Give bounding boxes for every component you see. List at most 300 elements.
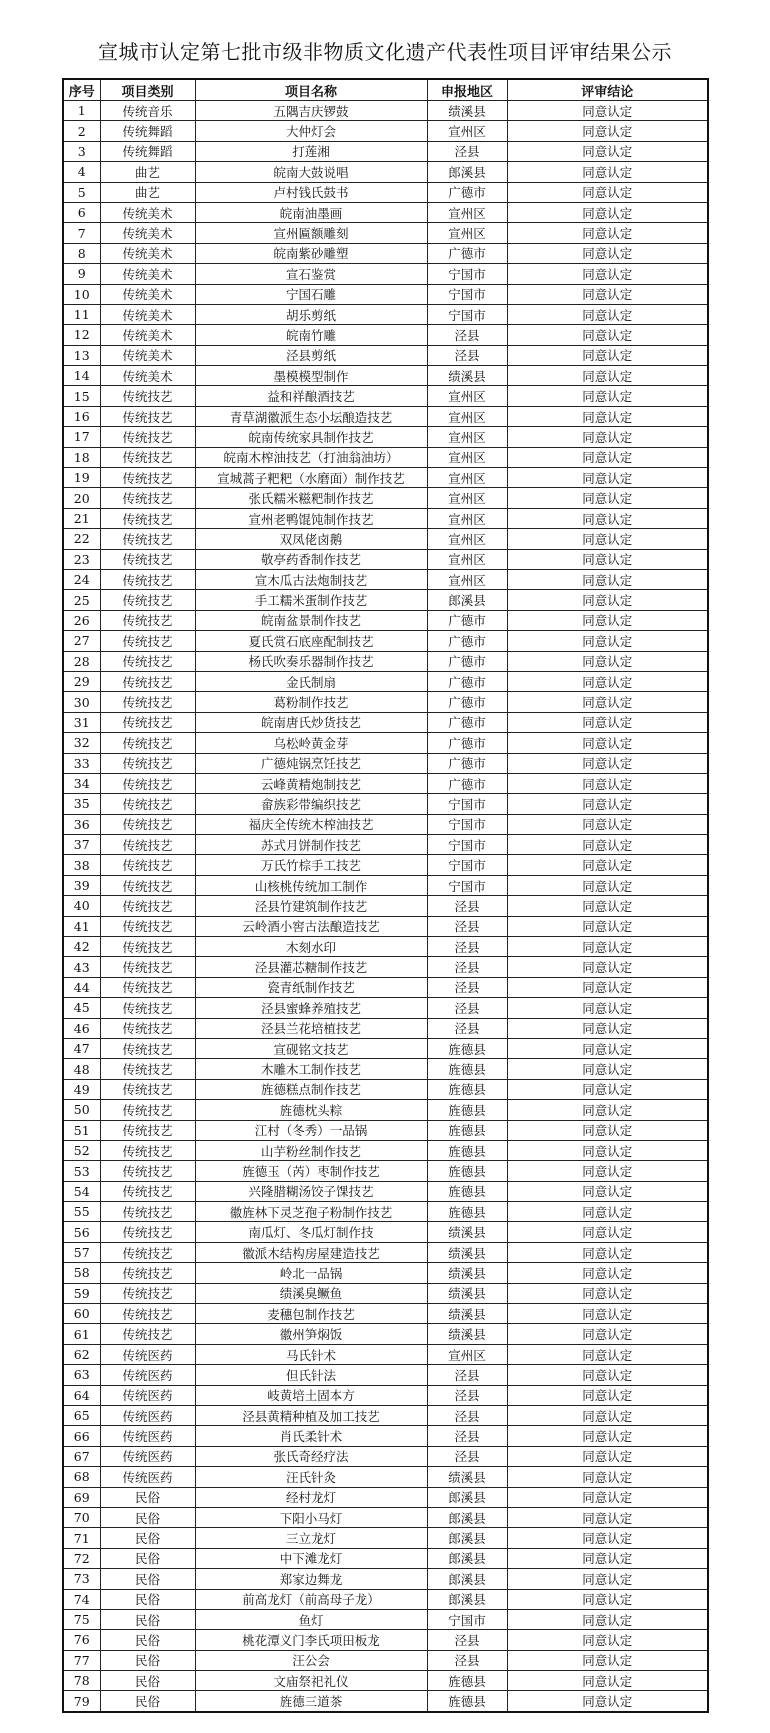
- table-row: [63, 1385, 708, 1405]
- cell-region: 旌德县: [427, 1079, 507, 1099]
- table-row: [63, 1120, 708, 1140]
- cell-conclusion: 同意认定: [507, 202, 708, 222]
- table-row: [63, 162, 708, 182]
- cell-category: 民俗: [100, 1528, 195, 1548]
- cell-conclusion: 同意认定: [507, 1222, 708, 1242]
- cell-no: 26: [63, 610, 100, 630]
- cell-no: 63: [63, 1365, 100, 1385]
- table-row: [63, 1589, 708, 1609]
- cell-region: 绩溪县: [427, 1283, 507, 1303]
- cell-conclusion: 同意认定: [507, 1650, 708, 1670]
- cell-conclusion: 同意认定: [507, 753, 708, 773]
- cell-project-name: 麦穗包制作技艺: [195, 1304, 427, 1324]
- cell-project-name: 但氏针法: [195, 1365, 427, 1385]
- cell-category: 传统技艺: [100, 835, 195, 855]
- cell-conclusion: 同意认定: [507, 1487, 708, 1507]
- cell-category: 传统舞蹈: [100, 121, 195, 141]
- cell-region: 广德市: [427, 182, 507, 202]
- cell-no: 77: [63, 1650, 100, 1670]
- cell-category: 传统医药: [100, 1385, 195, 1405]
- cell-project-name: 鱼灯: [195, 1609, 427, 1629]
- cell-no: 28: [63, 651, 100, 671]
- table-body: [63, 101, 708, 1712]
- header-category: 项目类别: [100, 79, 195, 101]
- cell-conclusion: 同意认定: [507, 916, 708, 936]
- cell-project-name: 汪公会: [195, 1650, 427, 1670]
- cell-project-name: 张氏糯米糍粑制作技艺: [195, 488, 427, 508]
- cell-project-name: 江村（冬秀）一品锅: [195, 1120, 427, 1140]
- cell-no: 4: [63, 162, 100, 182]
- cell-conclusion: 同意认定: [507, 1569, 708, 1589]
- cell-conclusion: 同意认定: [507, 1467, 708, 1487]
- table-row: [63, 1671, 708, 1691]
- cell-category: 传统美术: [100, 243, 195, 263]
- cell-project-name: 乌松岭黄金芽: [195, 733, 427, 753]
- cell-region: 宣州区: [427, 488, 507, 508]
- table-row: [63, 1569, 708, 1589]
- cell-conclusion: 同意认定: [507, 875, 708, 895]
- cell-region: 旌德县: [427, 1120, 507, 1140]
- table-row: [63, 1161, 708, 1181]
- cell-no: 14: [63, 366, 100, 386]
- cell-category: 传统技艺: [100, 937, 195, 957]
- cell-category: 传统技艺: [100, 916, 195, 936]
- table-row: [63, 1242, 708, 1262]
- cell-region: 泾县: [427, 1446, 507, 1466]
- table-row: [63, 101, 708, 121]
- cell-conclusion: 同意认定: [507, 1671, 708, 1691]
- cell-project-name: 云峰黄精炮制技艺: [195, 773, 427, 793]
- cell-region: 旌德县: [427, 1038, 507, 1058]
- cell-region: 旌德县: [427, 1202, 507, 1222]
- cell-region: 宣州区: [427, 386, 507, 406]
- cell-no: 19: [63, 468, 100, 488]
- cell-conclusion: 同意认定: [507, 1324, 708, 1344]
- table-row: [63, 1018, 708, 1038]
- cell-no: 1: [63, 101, 100, 121]
- cell-category: 传统技艺: [100, 508, 195, 528]
- cell-region: 绩溪县: [427, 1242, 507, 1262]
- cell-region: 宣州区: [427, 202, 507, 222]
- cell-project-name: 敬亭药香制作技艺: [195, 549, 427, 569]
- table-row: [63, 345, 708, 365]
- cell-project-name: 肖氏柔针术: [195, 1426, 427, 1446]
- cell-region: 宁国市: [427, 284, 507, 304]
- cell-no: 48: [63, 1059, 100, 1079]
- cell-conclusion: 同意认定: [507, 1018, 708, 1038]
- cell-category: 传统技艺: [100, 549, 195, 569]
- cell-category: 民俗: [100, 1609, 195, 1629]
- cell-no: 2: [63, 121, 100, 141]
- cell-category: 传统技艺: [100, 1283, 195, 1303]
- cell-region: 宣州区: [427, 508, 507, 528]
- cell-project-name: 旌德三道茶: [195, 1691, 427, 1712]
- cell-project-name: 前高龙灯（前高母子龙）: [195, 1589, 427, 1609]
- cell-category: 传统技艺: [100, 631, 195, 651]
- cell-conclusion: 同意认定: [507, 1202, 708, 1222]
- cell-project-name: 张氏奇经疗法: [195, 1446, 427, 1466]
- cell-conclusion: 同意认定: [507, 977, 708, 997]
- cell-project-name: 皖南木榨油技艺（打油翁油坊）: [195, 447, 427, 467]
- table-row: [63, 202, 708, 222]
- cell-region: 宁国市: [427, 1609, 507, 1629]
- cell-no: 16: [63, 406, 100, 426]
- cell-category: 传统技艺: [100, 1222, 195, 1242]
- cell-category: 传统医药: [100, 1446, 195, 1466]
- cell-category: 民俗: [100, 1487, 195, 1507]
- cell-no: 60: [63, 1304, 100, 1324]
- table-row: [63, 1222, 708, 1242]
- cell-no: 34: [63, 773, 100, 793]
- cell-no: 42: [63, 937, 100, 957]
- table-row: [63, 671, 708, 691]
- table-row: [63, 488, 708, 508]
- cell-region: 绩溪县: [427, 101, 507, 121]
- cell-project-name: 胡乐剪纸: [195, 304, 427, 324]
- cell-conclusion: 同意认定: [507, 304, 708, 324]
- cell-conclusion: 同意认定: [507, 1304, 708, 1324]
- table-row: [63, 284, 708, 304]
- cell-no: 75: [63, 1609, 100, 1629]
- table-row: [63, 1446, 708, 1466]
- cell-region: 郎溪县: [427, 1548, 507, 1568]
- cell-conclusion: 同意认定: [507, 1038, 708, 1058]
- cell-region: 泾县: [427, 1406, 507, 1426]
- table-row: [63, 998, 708, 1018]
- table-row: [63, 529, 708, 549]
- cell-conclusion: 同意认定: [507, 1365, 708, 1385]
- cell-category: 传统技艺: [100, 1242, 195, 1262]
- table-row: [63, 121, 708, 141]
- cell-project-name: 徽派木结构房屋建造技艺: [195, 1242, 427, 1262]
- cell-region: 宁国市: [427, 264, 507, 284]
- cell-project-name: 经村龙灯: [195, 1487, 427, 1507]
- cell-no: 49: [63, 1079, 100, 1099]
- cell-category: 传统技艺: [100, 386, 195, 406]
- cell-region: 泾县: [427, 957, 507, 977]
- cell-region: 郎溪县: [427, 1589, 507, 1609]
- cell-conclusion: 同意认定: [507, 1589, 708, 1609]
- cell-conclusion: 同意认定: [507, 1263, 708, 1283]
- table-row: [63, 1283, 708, 1303]
- cell-conclusion: 同意认定: [507, 835, 708, 855]
- cell-project-name: 徽州笋焖饭: [195, 1324, 427, 1344]
- cell-category: 传统技艺: [100, 1324, 195, 1344]
- table-row: [63, 223, 708, 243]
- cell-region: 旌德县: [427, 1161, 507, 1181]
- cell-conclusion: 同意认定: [507, 1406, 708, 1426]
- cell-category: 传统技艺: [100, 1202, 195, 1222]
- cell-no: 78: [63, 1671, 100, 1691]
- cell-project-name: 南瓜灯、冬瓜灯制作技: [195, 1222, 427, 1242]
- cell-no: 33: [63, 753, 100, 773]
- cell-project-name: 木雕木工制作技艺: [195, 1059, 427, 1079]
- cell-conclusion: 同意认定: [507, 447, 708, 467]
- cell-conclusion: 同意认定: [507, 855, 708, 875]
- cell-region: 郎溪县: [427, 1528, 507, 1548]
- header-project-name: 项目名称: [195, 79, 427, 101]
- table-row: [63, 937, 708, 957]
- table-header-row: [63, 79, 708, 101]
- table-row: [63, 325, 708, 345]
- cell-region: 绩溪县: [427, 1304, 507, 1324]
- table-row: [63, 1324, 708, 1344]
- cell-region: 泾县: [427, 1650, 507, 1670]
- cell-category: 传统技艺: [100, 896, 195, 916]
- cell-project-name: 宣州老鸭馄饨制作技艺: [195, 508, 427, 528]
- cell-no: 58: [63, 1263, 100, 1283]
- cell-category: 传统技艺: [100, 814, 195, 834]
- cell-category: 传统技艺: [100, 1140, 195, 1160]
- cell-conclusion: 同意认定: [507, 733, 708, 753]
- cell-conclusion: 同意认定: [507, 1344, 708, 1364]
- cell-no: 50: [63, 1100, 100, 1120]
- cell-category: 传统技艺: [100, 712, 195, 732]
- cell-category: 传统美术: [100, 304, 195, 324]
- cell-project-name: 宣砚铭文技艺: [195, 1038, 427, 1058]
- cell-project-name: 广德炖锅烹饪技艺: [195, 753, 427, 773]
- table-row: [63, 631, 708, 651]
- cell-conclusion: 同意认定: [507, 1630, 708, 1650]
- cell-conclusion: 同意认定: [507, 610, 708, 630]
- table-row: [63, 916, 708, 936]
- cell-no: 24: [63, 569, 100, 589]
- table-row: [63, 1406, 708, 1426]
- cell-region: 泾县: [427, 325, 507, 345]
- cell-no: 55: [63, 1202, 100, 1222]
- cell-category: 传统美术: [100, 366, 195, 386]
- cell-category: 民俗: [100, 1671, 195, 1691]
- cell-region: 绩溪县: [427, 366, 507, 386]
- cell-no: 27: [63, 631, 100, 651]
- cell-region: 泾县: [427, 977, 507, 997]
- cell-region: 绩溪县: [427, 1324, 507, 1344]
- cell-project-name: 泾县兰花培植技艺: [195, 1018, 427, 1038]
- cell-project-name: 葛粉制作技艺: [195, 692, 427, 712]
- cell-project-name: 汪氏针灸: [195, 1467, 427, 1487]
- cell-region: 广德市: [427, 773, 507, 793]
- cell-conclusion: 同意认定: [507, 1691, 708, 1712]
- cell-conclusion: 同意认定: [507, 468, 708, 488]
- cell-conclusion: 同意认定: [507, 264, 708, 284]
- cell-conclusion: 同意认定: [507, 406, 708, 426]
- cell-category: 传统技艺: [100, 1181, 195, 1201]
- table-row: [63, 1630, 708, 1650]
- cell-no: 62: [63, 1344, 100, 1364]
- table-row: [63, 508, 708, 528]
- table-row: [63, 447, 708, 467]
- cell-no: 9: [63, 264, 100, 284]
- cell-no: 73: [63, 1569, 100, 1589]
- cell-conclusion: 同意认定: [507, 794, 708, 814]
- cell-project-name: 宣木瓜古法炮制技艺: [195, 569, 427, 589]
- cell-project-name: 宁国石雕: [195, 284, 427, 304]
- cell-conclusion: 同意认定: [507, 243, 708, 263]
- cell-project-name: 泾县灌芯糖制作技艺: [195, 957, 427, 977]
- cell-project-name: 马氏针术: [195, 1344, 427, 1364]
- cell-category: 传统技艺: [100, 610, 195, 630]
- cell-project-name: 泾县竹建筑制作技艺: [195, 896, 427, 916]
- cell-no: 29: [63, 671, 100, 691]
- cell-project-name: 皖南紫砂雕塑: [195, 243, 427, 263]
- cell-no: 40: [63, 896, 100, 916]
- cell-project-name: 双凤佬卤鹅: [195, 529, 427, 549]
- cell-category: 传统技艺: [100, 855, 195, 875]
- cell-conclusion: 同意认定: [507, 651, 708, 671]
- cell-category: 传统技艺: [100, 1038, 195, 1058]
- results-table: [62, 78, 709, 1713]
- cell-conclusion: 同意认定: [507, 325, 708, 345]
- cell-region: 广德市: [427, 631, 507, 651]
- table-row: [63, 427, 708, 447]
- cell-category: 曲艺: [100, 162, 195, 182]
- cell-conclusion: 同意认定: [507, 937, 708, 957]
- cell-project-name: 苏式月饼制作技艺: [195, 835, 427, 855]
- cell-region: 绩溪县: [427, 1263, 507, 1283]
- cell-no: 10: [63, 284, 100, 304]
- cell-project-name: 文庙祭祀礼仪: [195, 1671, 427, 1691]
- cell-conclusion: 同意认定: [507, 1528, 708, 1548]
- cell-category: 传统医药: [100, 1344, 195, 1364]
- cell-conclusion: 同意认定: [507, 427, 708, 447]
- cell-project-name: 中下滩龙灯: [195, 1548, 427, 1568]
- cell-category: 传统技艺: [100, 529, 195, 549]
- cell-region: 广德市: [427, 651, 507, 671]
- table-row: [63, 141, 708, 161]
- cell-category: 曲艺: [100, 182, 195, 202]
- cell-conclusion: 同意认定: [507, 1426, 708, 1446]
- cell-conclusion: 同意认定: [507, 1181, 708, 1201]
- table-row: [63, 386, 708, 406]
- table-row: [63, 875, 708, 895]
- cell-region: 宁国市: [427, 794, 507, 814]
- table-row: [63, 1650, 708, 1670]
- cell-category: 传统医药: [100, 1467, 195, 1487]
- cell-category: 传统技艺: [100, 1018, 195, 1038]
- cell-region: 宣州区: [427, 1344, 507, 1364]
- cell-project-name: 大仲灯会: [195, 121, 427, 141]
- cell-category: 传统技艺: [100, 406, 195, 426]
- table-row: [63, 549, 708, 569]
- cell-no: 3: [63, 141, 100, 161]
- header-conclusion: 评审结论: [507, 79, 708, 101]
- cell-no: 70: [63, 1507, 100, 1527]
- cell-conclusion: 同意认定: [507, 1242, 708, 1262]
- cell-project-name: 旌德糕点制作技艺: [195, 1079, 427, 1099]
- cell-no: 30: [63, 692, 100, 712]
- cell-category: 民俗: [100, 1507, 195, 1527]
- cell-region: 宁国市: [427, 855, 507, 875]
- table-row: [63, 1100, 708, 1120]
- cell-conclusion: 同意认定: [507, 896, 708, 916]
- table-row: [63, 610, 708, 630]
- cell-no: 67: [63, 1446, 100, 1466]
- cell-region: 绩溪县: [427, 1467, 507, 1487]
- cell-category: 传统技艺: [100, 977, 195, 997]
- cell-region: 泾县: [427, 998, 507, 1018]
- table-row: [63, 1181, 708, 1201]
- cell-no: 5: [63, 182, 100, 202]
- table-row: [63, 243, 708, 263]
- cell-conclusion: 同意认定: [507, 631, 708, 651]
- cell-project-name: 旌德枕头粽: [195, 1100, 427, 1120]
- cell-region: 宁国市: [427, 304, 507, 324]
- cell-region: 宁国市: [427, 814, 507, 834]
- cell-category: 传统技艺: [100, 590, 195, 610]
- cell-project-name: 徽旌林下灵芝孢子粉制作技艺: [195, 1202, 427, 1222]
- cell-no: 18: [63, 447, 100, 467]
- table-row: [63, 1304, 708, 1324]
- cell-no: 74: [63, 1589, 100, 1609]
- cell-no: 20: [63, 488, 100, 508]
- cell-region: 宣州区: [427, 223, 507, 243]
- cell-project-name: 泾县蜜蜂养殖技艺: [195, 998, 427, 1018]
- cell-category: 传统技艺: [100, 427, 195, 447]
- cell-conclusion: 同意认定: [507, 692, 708, 712]
- table-row: [63, 1467, 708, 1487]
- cell-conclusion: 同意认定: [507, 1283, 708, 1303]
- table-row: [63, 794, 708, 814]
- table-row: [63, 366, 708, 386]
- table-row: [63, 1528, 708, 1548]
- cell-no: 53: [63, 1161, 100, 1181]
- cell-region: 宣州区: [427, 549, 507, 569]
- cell-no: 31: [63, 712, 100, 732]
- cell-category: 传统技艺: [100, 447, 195, 467]
- cell-no: 44: [63, 977, 100, 997]
- table-row: [63, 1202, 708, 1222]
- cell-region: 泾县: [427, 1426, 507, 1446]
- cell-region: 泾县: [427, 937, 507, 957]
- cell-no: 68: [63, 1467, 100, 1487]
- cell-region: 旌德县: [427, 1691, 507, 1712]
- cell-region: 广德市: [427, 712, 507, 732]
- cell-region: 宣州区: [427, 427, 507, 447]
- table-row: [63, 468, 708, 488]
- cell-conclusion: 同意认定: [507, 998, 708, 1018]
- cell-region: 宣州区: [427, 121, 507, 141]
- cell-region: 宣州区: [427, 447, 507, 467]
- cell-conclusion: 同意认定: [507, 121, 708, 141]
- cell-region: 宁国市: [427, 835, 507, 855]
- table-row: [63, 590, 708, 610]
- cell-region: 宣州区: [427, 529, 507, 549]
- cell-project-name: 万氏竹棕手工技艺: [195, 855, 427, 875]
- cell-category: 传统音乐: [100, 101, 195, 121]
- table-row: [63, 1487, 708, 1507]
- cell-conclusion: 同意认定: [507, 366, 708, 386]
- cell-project-name: 墨模模型制作: [195, 366, 427, 386]
- header-no: 序号: [63, 79, 100, 101]
- cell-no: 76: [63, 1630, 100, 1650]
- table-row: [63, 1079, 708, 1099]
- cell-no: 12: [63, 325, 100, 345]
- cell-category: 传统技艺: [100, 1263, 195, 1283]
- cell-category: 传统技艺: [100, 468, 195, 488]
- cell-conclusion: 同意认定: [507, 1446, 708, 1466]
- cell-conclusion: 同意认定: [507, 1120, 708, 1140]
- cell-conclusion: 同意认定: [507, 1079, 708, 1099]
- table-row: [63, 977, 708, 997]
- cell-category: 民俗: [100, 1630, 195, 1650]
- cell-conclusion: 同意认定: [507, 712, 708, 732]
- table-row: [63, 1691, 708, 1712]
- table-row: [63, 733, 708, 753]
- cell-project-name: 五隅吉庆锣鼓: [195, 101, 427, 121]
- table-row: [63, 1507, 708, 1527]
- cell-conclusion: 同意认定: [507, 508, 708, 528]
- cell-category: 传统技艺: [100, 1161, 195, 1181]
